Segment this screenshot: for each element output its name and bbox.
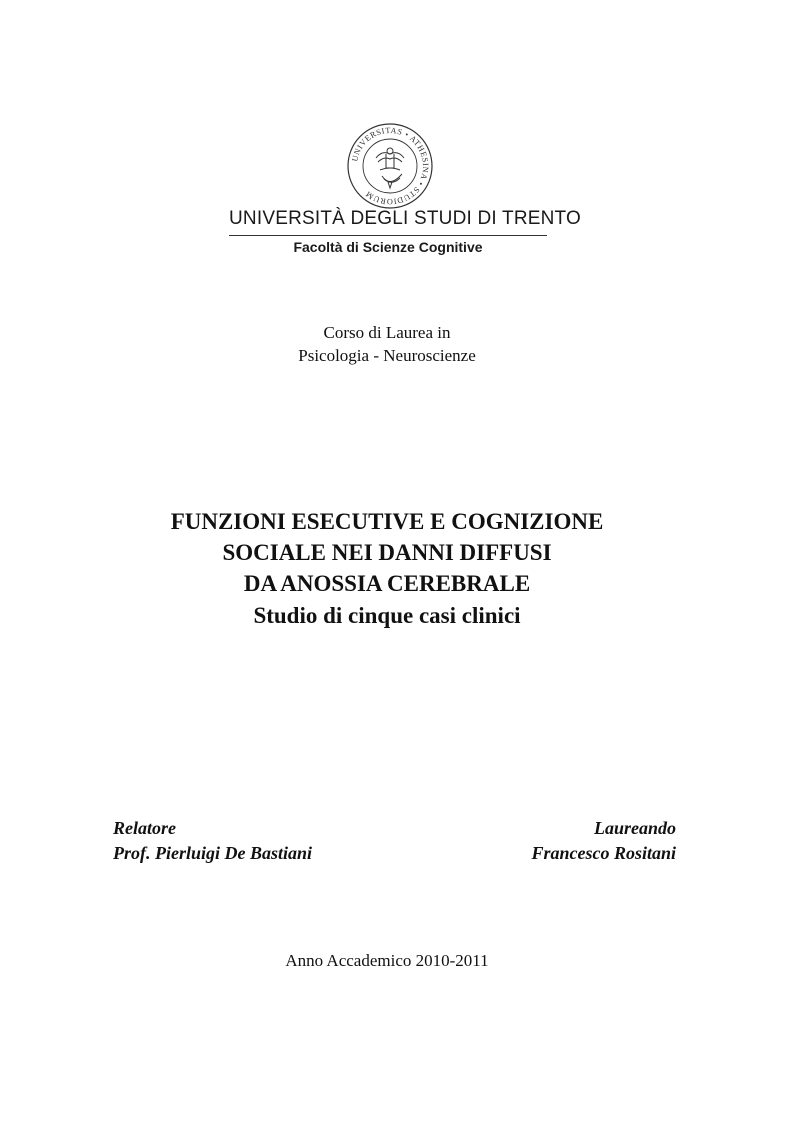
course-name: Psicologia - Neuroscienze [298,346,476,365]
course-label: Corso di Laurea in [323,323,451,342]
university-seal-icon [346,122,434,210]
advisor-name: Prof. Pierluigi De Bastiani [113,843,313,863]
header-divider [229,235,547,236]
university-name: UNIVERSITÀ DEGLI STUDI DI TRENTO [229,208,581,229]
advisor-role: Relatore [113,818,176,838]
svg-text:UNIVERSITAS • ATHESINA • STUDI: UNIVERSITAS • ATHESINA • STUDIORUM [350,125,431,207]
academic-year: Anno Accademico 2010-2011 [285,951,489,970]
thesis-title-line-3: DA ANOSSIA CEREBRALE [243,571,531,596]
candidate-role: Laureando [593,818,676,838]
faculty-name: Facoltà di Scienze Cognitive [293,239,483,255]
thesis-title-line-2: SOCIALE NEI DANNI DIFFUSI [222,540,552,565]
thesis-title-line-1: FUNZIONI ESECUTIVE E COGNIZIONE [170,509,604,534]
thesis-subtitle: Studio di cinque casi clinici [253,603,521,628]
candidate-name: Francesco Rositani [531,843,676,863]
